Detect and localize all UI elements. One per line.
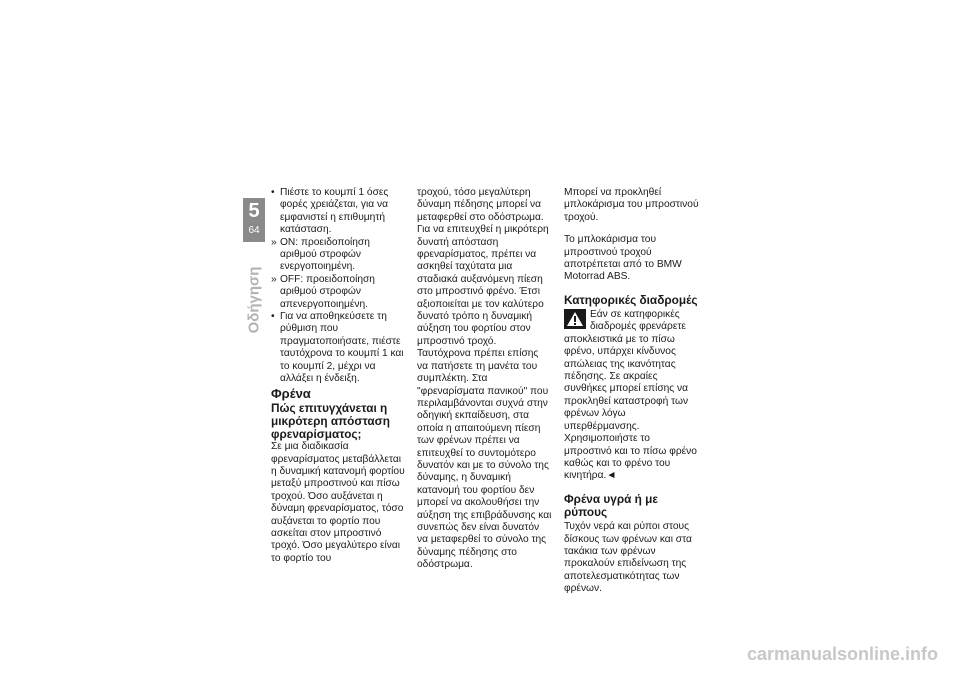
column-1 <box>271 187 407 565</box>
list-item-text: Πιέστε το κουμπί 1 όσες φορές χρειάζεται, για να εμφανιστεί η επιθυμητή κατάσταση. <box>280 187 389 236</box>
list-item <box>271 237 407 274</box>
list-item-text: OFF: προειδοποίηση αριθμού στροφών απενεργοποιημένη. <box>280 273 375 310</box>
list-item-text: Για να αποθηκεύσετε τη ρύθμιση που πραγματοποιήσατε, πιέστε ταυτόχρονα το κουμπί 1 και το κουμπί 2, μέχρι να αλλάξει η ένδειξη. <box>280 311 404 385</box>
paragraph: Χρησιμοποιήστε το μπροστινό και το πίσω φρένο καθώς και το φρένο του κινητήρα.◄ <box>564 433 697 482</box>
section-heading-brakes: Φρένα <box>271 385 311 401</box>
warning-text: Εάν σε κατηφορικές διαδρομές φρενάρετε αποκλειστικά με το πίσω φρένο, υπάρχει κίνδυνος απώλειας της ικανότητας πέδησης. Σε ακραίες συνθήκες μπορεί επίσης να προκληθεί καταστροφή των φρένων λόγω υπερθέρμανσης. <box>564 309 689 432</box>
paragraph: τροχού, τόσο μεγαλύτερη δύναμη πέδησης μπορεί να μεταφερθεί στο οδόστρωμα. <box>417 187 544 223</box>
chapter-number: 5 <box>248 200 260 222</box>
list-item <box>271 187 407 237</box>
subheading-braking-distance: Πώς επιτυγχάνεται η μικρότερη απόσταση φρεναρίσματος; <box>271 400 390 441</box>
paragraph: Μπορεί να προκληθεί μπλοκάρισμα του μπροστινού τροχού. <box>564 187 699 223</box>
heading-downhill-routes: Κατηφορικές διαδρομές <box>564 292 698 307</box>
column-3 <box>564 187 700 596</box>
heading-wet-dirty-brakes: Φρένα υγρά ή με ρύπους <box>564 491 658 519</box>
list-item <box>271 311 407 385</box>
column-2 <box>417 187 552 572</box>
paragraph: Τυχόν νερά και ρύποι στους δίσκους των φρένων και στα τακάκια των φρένων προκαλούν επιδείνωση της αποτελεσματικότητας των φρένων. <box>564 521 692 595</box>
chapter-tab <box>243 198 265 242</box>
warning-icon <box>564 309 586 329</box>
chapter-side-title: Οδήγηση <box>245 266 263 334</box>
bullet-marker: • <box>271 187 275 198</box>
paragraph: Το μπλοκάρισμα του μπροστινού τροχού αποτρέπεται από το BMW Motorrad ABS. <box>564 234 682 283</box>
result-marker: » <box>271 273 277 285</box>
watermark: carmanualsonline.info <box>746 644 938 664</box>
list-item-text: ON: προειδοποίηση αριθμού στροφών ενεργοποιημένη. <box>280 236 370 273</box>
page-number: 64 <box>248 225 260 236</box>
warning-block <box>564 309 700 433</box>
paragraph: Σε μια διαδικασία φρεναρίσματος μεταβάλλεται η δυναμική κατανομή φορτίου μεταξύ μπροστινού και πίσω τροχού. Όσο αυξάνεται η δύναμη φρεναρίσματος, τόσο αυξάνεται το φορτίο που ασκείται στον μπροστινό τροχό. Όσο μεγαλύτερο είναι το φορτίο του <box>271 441 405 564</box>
paragraph: Για να επιτευχθεί η μικρότερη δυνατή απόσταση φρεναρίσματος, πρέπει να ασκηθεί ταχύτατα μια σταδιακά αυξανόμενη πίεση στο μπροστινό φρένο. Έτσι αξιοποιείται με τον καλύτερο δυνατό τρόπο η δυναμική αύξηση του φορτίου στον μπροστινό τροχό. Ταυτόχρονα πρέπει επίσης να πατήσετε τη μανέτα του συμπλέκτη. Στα "φρεναρίσματα πανικού" που περιλαμβάνονται συχνά στην οδηγική εκπαίδευση, στα οποία η απαιτούμενη πίεση των φρένων πρέπει να επιτευχθεί το συντομότερο δυνατόν και με το σύνολο της δύναμης, η δυναμική κατανομή του φορτίου δεν μπορεί να ακολουθήσει την αύξηση της επιβράδυνσης και συνεπώς δεν είναι δυνατόν να μεταφερθεί το σύνολο της δύναμης πέδησης στο οδόστρωμα. <box>417 224 552 571</box>
bullet-marker: • <box>271 311 275 323</box>
result-marker: » <box>271 236 277 248</box>
list-item <box>271 274 407 311</box>
